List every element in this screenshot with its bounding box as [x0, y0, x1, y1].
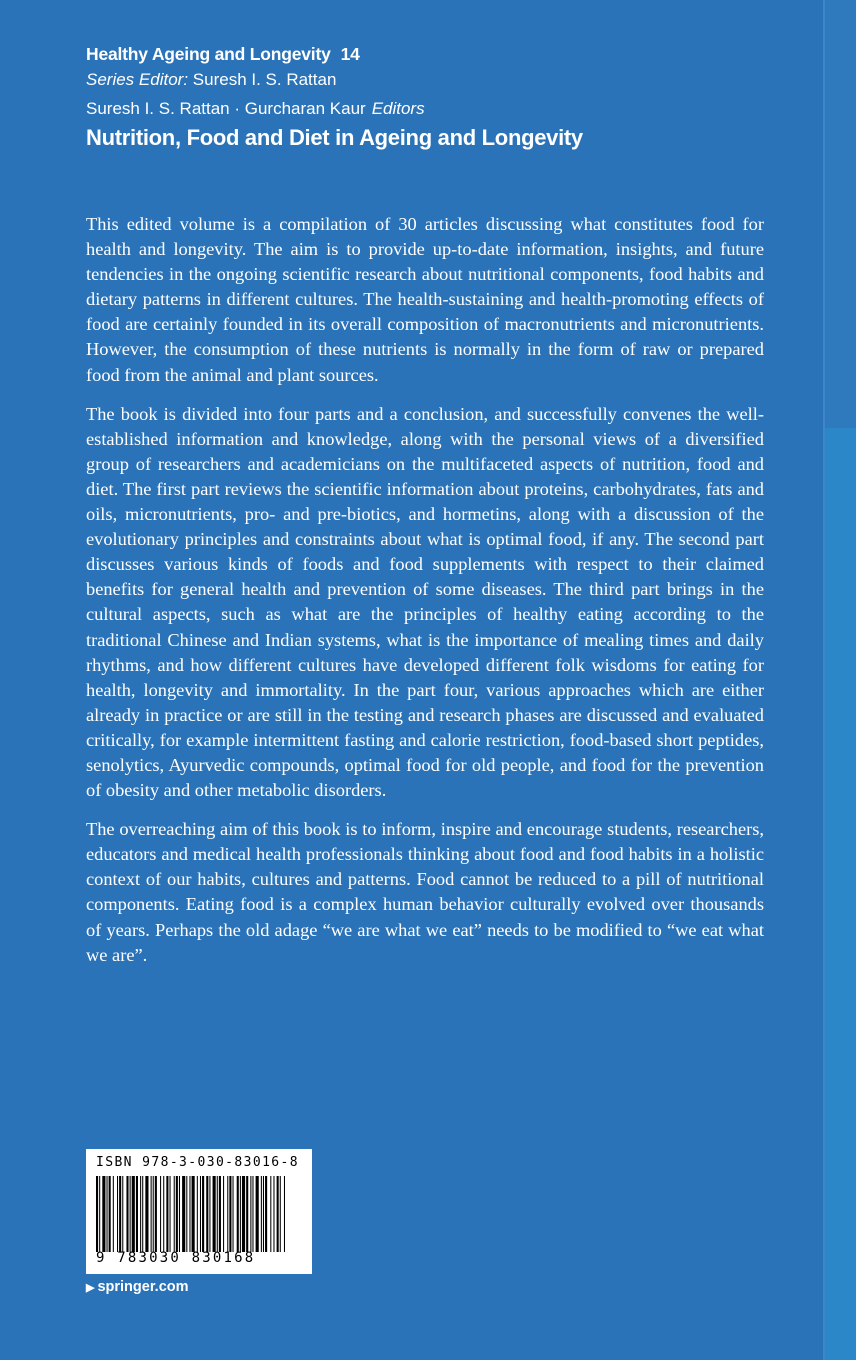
- barcode-bar: [270, 1176, 271, 1252]
- barcode-bar: [107, 1176, 108, 1252]
- barcode-bar: [160, 1176, 161, 1252]
- publisher-link[interactable]: [86, 1279, 189, 1295]
- barcode-bar: [170, 1176, 171, 1252]
- barcode-bar: [99, 1176, 100, 1252]
- barcode-bar: [219, 1176, 221, 1252]
- barcode-bar: [151, 1176, 152, 1252]
- barcode-bar: [153, 1176, 154, 1252]
- barcode-bar: [263, 1176, 264, 1252]
- series-editor-line: [86, 70, 583, 90]
- barcode-bar: [233, 1176, 234, 1252]
- header: [86, 44, 583, 151]
- barcode-bar: [242, 1176, 245, 1252]
- blurb: [86, 212, 764, 982]
- barcode-bar: [227, 1176, 228, 1252]
- barcode-bar: [213, 1176, 216, 1252]
- barcode-bar: [280, 1176, 281, 1252]
- barcode-bar: [229, 1176, 231, 1252]
- barcode-bar: [202, 1176, 204, 1252]
- series-editor-name: Suresh I. S. Rattan: [192, 70, 337, 89]
- barcode-bar: [200, 1176, 201, 1252]
- barcode-bar: [284, 1176, 285, 1252]
- barcode-bar: [265, 1176, 267, 1252]
- barcode-bar: [109, 1176, 111, 1252]
- barcode-bar: [117, 1176, 118, 1252]
- barcode-bar: [252, 1176, 253, 1252]
- barcode-bar: [209, 1176, 210, 1252]
- barcode-bar: [217, 1176, 218, 1252]
- barcode-bar: [186, 1176, 187, 1252]
- barcode-bar: [166, 1176, 168, 1252]
- barcode-bar: [246, 1176, 248, 1252]
- barcode-bar: [261, 1176, 262, 1252]
- barcode-bar: [273, 1176, 274, 1252]
- barcode-digits: 9 783030 830168: [96, 1250, 256, 1266]
- barcode-bar: [189, 1176, 190, 1252]
- triangle-right-icon: ▶: [86, 1282, 95, 1294]
- barcode-bar: [122, 1176, 123, 1252]
- barcode-bar: [179, 1176, 180, 1252]
- blurb-paragraph-2: The book is divided into four parts and a conclusion, and successfully convenes the well-established information and knowledge, along with the personal views of a diversified group of researchers and academicians on the multifaceted aspects of nutrition, food and diet. The first part reviews the scientific information about proteins, carbohydrates, fats and oils, micronutrients, pro- and pre-biotics, and hormetins, along with a discussion of the evolutionary principles and constraints about what is optimal food, if any. The second part discusses various kinds of foods and food supplements with respect to their claimed benefits for general health and prevention of some diseases. The third part brings in the cultural aspects, such as what are the principles of healthy eating according to the traditional Chinese and Indian systems, what is the importance of mealing times and daily rhythms, and how different cultures have developed different folk wisdoms for eating for health, longevity and immortality. In the part four, various approaches which are either already in practice or are still in the testing and research phases are discussed and evaluated critically, for example intermittent fasting and calorie restriction, food-based short peptides, senolytics, Ayurvedic compounds, optimal food for old people, and food for the prevention of obesity and other metabolic disorders.: [86, 403, 764, 801]
- publisher-url: springer.com: [97, 1279, 189, 1295]
- barcode-bar: [126, 1176, 128, 1252]
- barcode-bar: [176, 1176, 178, 1252]
- blurb-paragraph-3: The overreaching aim of this book is to inform, inspire and encourage students, researchers, educators and medical health professionals thinking about food and food habits in a holistic context of our habits, cultures and patterns. Food cannot be reduced to a pill of nutritional components. Eating food is a complex human behavior culturally evolved over thousands of years. Perhaps the old adage “we are what we eat” needs to be modified to “we eat what we are”.: [86, 819, 764, 965]
- book-editors-line: [86, 99, 583, 119]
- barcode-icon: [96, 1176, 286, 1252]
- isbn-barcode-box: [86, 1149, 312, 1274]
- barcode-bar: [145, 1176, 148, 1252]
- book-editors-role: Editors: [371, 99, 425, 118]
- barcode-bar: [136, 1176, 138, 1252]
- barcode-bar: [132, 1176, 135, 1252]
- series-editor-role: Series Editor:: [86, 70, 189, 89]
- barcode-bar: [155, 1176, 157, 1252]
- barcode-bar: [237, 1176, 239, 1252]
- blurb-paragraph-1: This edited volume is a compilation of 30 articles discussing what constitutes food for health and longevity. The aim is to provide up-to-date information, insights, and future tendencies in the ongoing scientific research about nutritional components, food habits and dietary patterns in different cultures. The health-sustaining and health-promoting effects of food are certainly founded in its overall composition of macronutrients and micronutrients. However, the consumption of these nutrients is normally in the form of raw or prepared food from the animal and plant sources.: [86, 214, 764, 385]
- series-line: [86, 44, 583, 65]
- barcode-bar: [130, 1176, 131, 1252]
- barcode-bar: [250, 1176, 251, 1252]
- book-title: Nutrition, Food and Diet in Ageing and Longevity: [86, 125, 583, 150]
- barcode-bar: [96, 1176, 98, 1252]
- spine-accent: [825, 428, 856, 1360]
- barcode-bar: [182, 1176, 185, 1252]
- barcode-bar: [119, 1176, 121, 1252]
- barcode-bar: [223, 1176, 224, 1252]
- barcode-bar: [256, 1176, 259, 1252]
- series-name: Healthy Ageing and Longevity: [86, 44, 331, 64]
- barcode-bar: [140, 1176, 141, 1252]
- barcode-bar: [174, 1176, 175, 1252]
- barcode-bar: [277, 1176, 279, 1252]
- barcode-bar: [142, 1176, 143, 1252]
- barcode-bar: [102, 1176, 105, 1252]
- barcode-bar: [206, 1176, 208, 1252]
- book-editors: Suresh I. S. Rattan · Gurcharan Kaur: [86, 99, 366, 118]
- barcode-bar: [113, 1176, 114, 1252]
- isbn-label: ISBN 978-3-030-83016-8: [96, 1155, 299, 1170]
- barcode-bar: [192, 1176, 195, 1252]
- barcode-bar: [197, 1176, 198, 1252]
- barcode-bar: [240, 1176, 241, 1252]
- series-number: 14: [340, 44, 360, 64]
- barcode-bar: [163, 1176, 164, 1252]
